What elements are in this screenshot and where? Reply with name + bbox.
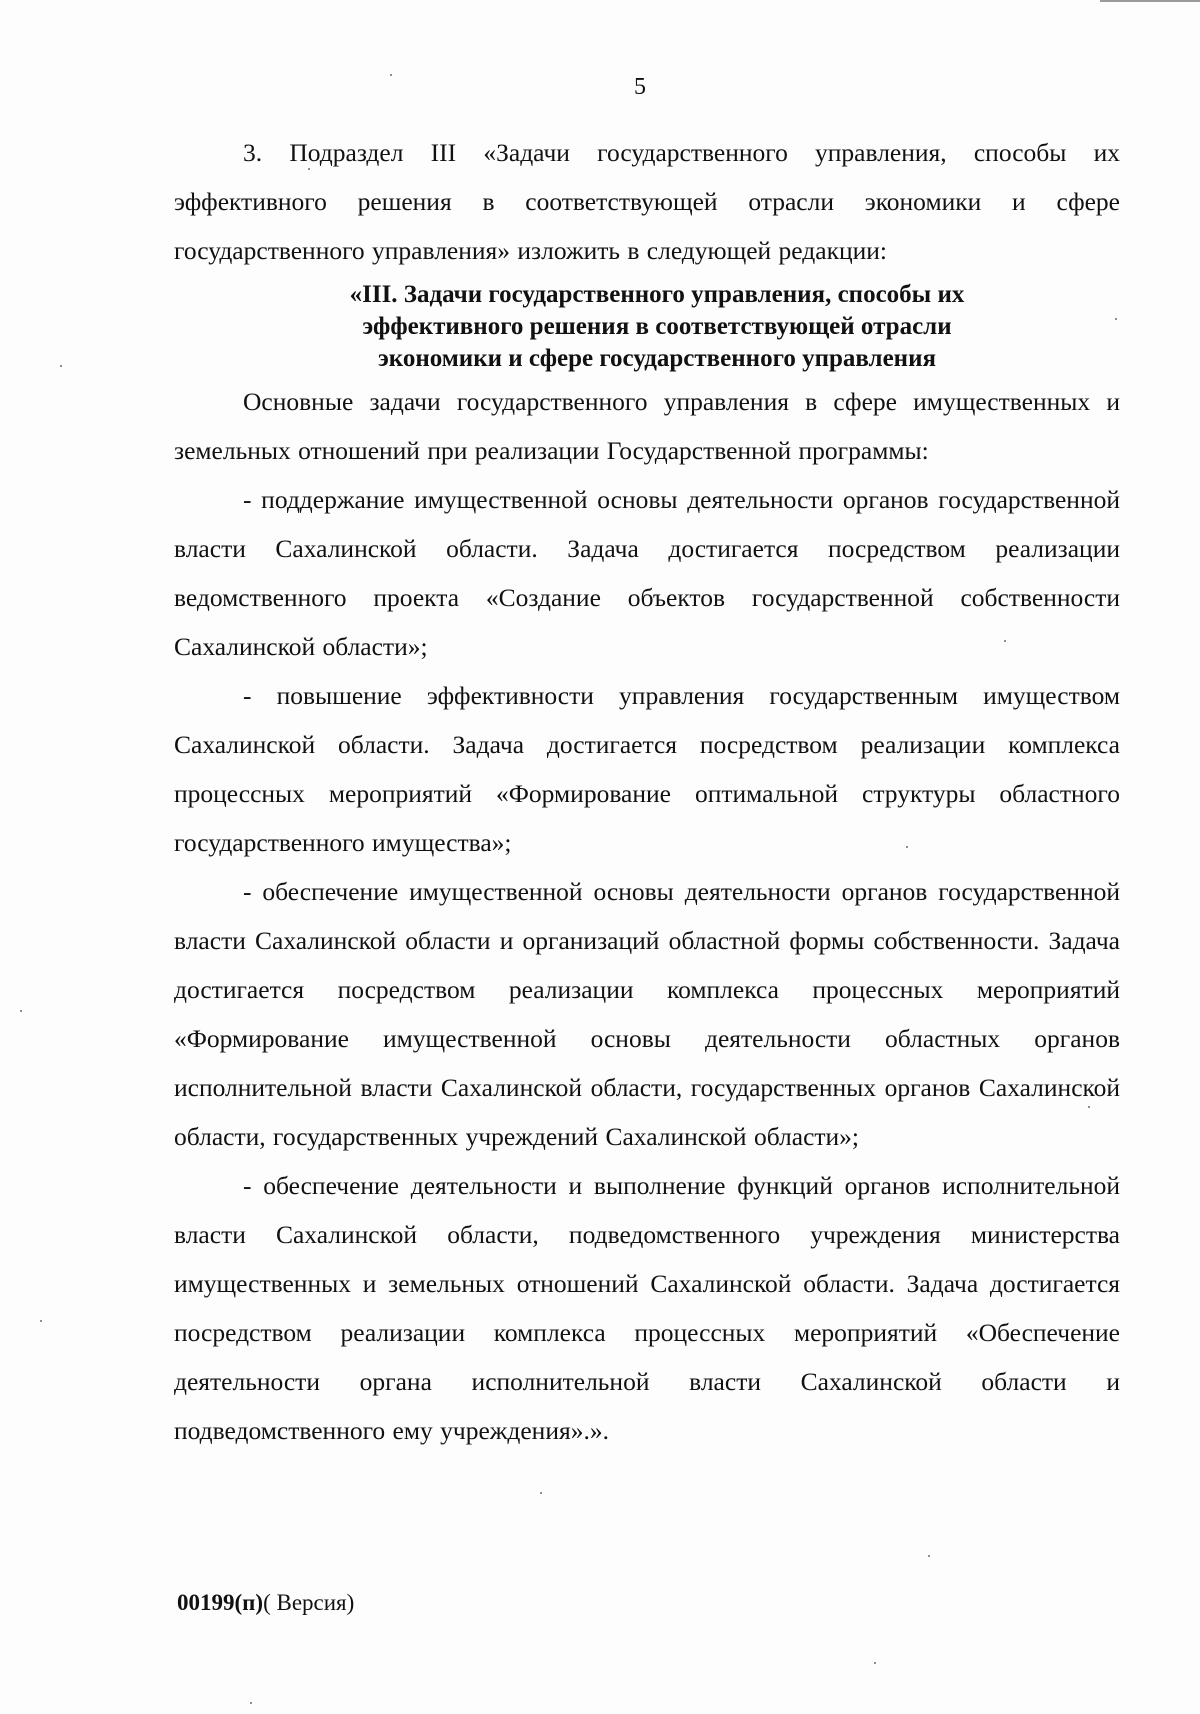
page-number: 5 [634, 74, 646, 100]
section-heading-line: «III. Задачи государственного управления, способы их [349, 281, 965, 308]
scan-speck [540, 1492, 542, 1494]
section-heading-line: эффективного решения в соответствующей отрасли [362, 313, 952, 340]
document-version: ( Версия) [263, 1590, 355, 1615]
scan-speck [874, 1662, 876, 1664]
scan-speck [40, 1320, 42, 1322]
document-body [174, 128, 1120, 1455]
scan-speck [60, 365, 62, 367]
intro-paragraph: 3. Подраздел III «Задачи государственного управления, способы их эффективного решения в соответствующей отрасли экономики и сфере государственного управления» изложить в следующей редакции: [174, 138, 1120, 265]
section-heading [174, 279, 1120, 375]
task-item: - повышение эффективности управления государственным имуществом Сахалинской области. Задача достигается посредством реализации комплекса процессных мероприятий «Формирование оптимальной структуры областного государственного имущества»; [174, 681, 1120, 857]
scan-speck [928, 1555, 930, 1557]
document-code [177, 1590, 354, 1616]
lead-paragraph: Основные задачи государственного управления в сфере имущественных и земельных отношений при реализации Государственной программы: [174, 387, 1120, 465]
document-number: 00199(п) [177, 1590, 264, 1615]
scan-speck [250, 1702, 252, 1704]
section-heading-line: экономики и сфере государственного управления [377, 345, 937, 372]
task-item: - обеспечение имущественной основы деятельности органов государственной власти Сахалинской области и организаций областной формы собственности. Задача достигается посредством реализации комплекса процессных мероприятий «Формирование имущественной основы деятельности областных органов исполнительной власти Сахалинской области, государственных органов Сахалинской области, государственных учреждений Сахалинской области»; [174, 877, 1120, 1151]
task-item: - обеспечение деятельности и выполнение функций органов исполнительной власти Сахалинской области, подведомственного учреждения министерства имущественных и земельных отношений Сахалинской области. Задача достигается посредством реализации комплекса процессных мероприятий «Обеспечение деятельности органа исполнительной власти Сахалинской области и подведомственного ему учреждения».». [174, 1171, 1120, 1445]
scan-speck [20, 1010, 22, 1012]
task-item: - поддержание имущественной основы деятельности органов государственной власти Сахалинской области. Задача достигается посредством реализации ведомственного проекта «Создание объектов государственной собственности Сахалинской области»; [174, 485, 1120, 661]
scan-edge-mark [1100, 0, 1200, 2]
